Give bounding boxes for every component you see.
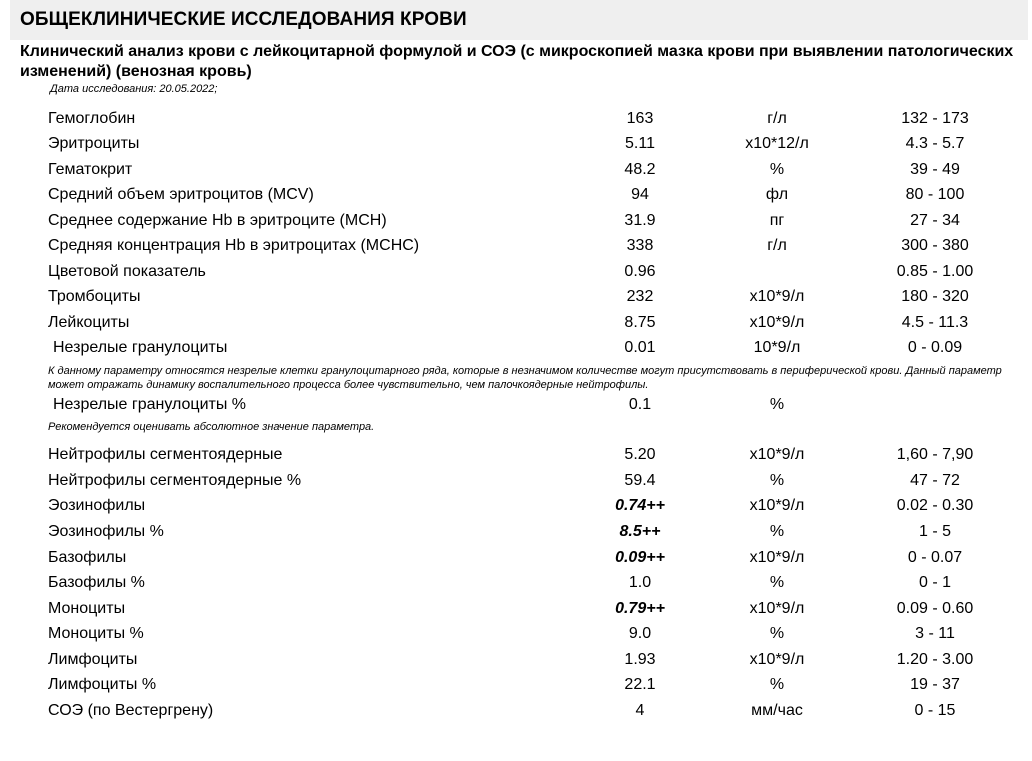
parameter-name: Эритроциты: [48, 135, 140, 152]
result-unit: %: [769, 396, 785, 413]
result-unit: x10*9/л: [749, 288, 805, 305]
result-value: 5.11: [625, 135, 655, 152]
parameter-name: Базофилы: [48, 549, 127, 566]
reference-range: 47 - 72: [910, 472, 960, 489]
result-value-flagged: 0.79++: [615, 600, 665, 617]
result-row-erythrocytes: [0, 132, 1032, 156]
result-unit: фл: [765, 186, 789, 203]
result-value: 163: [626, 110, 654, 127]
result-value: 1.93: [624, 651, 656, 668]
parameter-name: Эозинофилы: [48, 497, 146, 514]
parameter-name: СОЭ (по Вестергрену): [48, 702, 214, 719]
result-unit: %: [769, 574, 785, 591]
parameter-name: Эозинофилы %: [48, 523, 164, 540]
result-value-flagged: 8.5++: [619, 523, 661, 540]
result-row-basophils-pct: [0, 571, 1032, 595]
result-row-leukocytes: [0, 311, 1032, 335]
reference-range: 0 - 1: [918, 574, 951, 591]
parameter-name: Среднее содержание Hb в эритроците (MCH): [48, 212, 387, 229]
result-row-eosinophils: [0, 494, 1032, 518]
parameter-name: Незрелые гранулоциты: [53, 339, 228, 356]
parameter-name: Лимфоциты %: [48, 676, 157, 693]
result-value-flagged: 0.09++: [615, 549, 665, 566]
result-row-platelets: [0, 285, 1032, 309]
reference-range: 1 - 5: [918, 523, 951, 540]
result-value: 8.75: [624, 314, 656, 331]
reference-range: 3 - 11: [915, 625, 955, 642]
result-unit: x10*9/л: [749, 600, 805, 617]
result-unit: мм/час: [751, 702, 803, 719]
result-value: 232: [626, 288, 654, 305]
result-unit: 10*9/л: [753, 339, 801, 356]
result-value: 22.1: [624, 676, 656, 693]
result-unit: x10*9/л: [749, 651, 805, 668]
result-row-esr: [0, 699, 1032, 723]
reference-range: 0 - 0.09: [907, 339, 963, 356]
parameter-name: Лимфоциты: [48, 651, 138, 668]
result-value: 0.1: [628, 396, 652, 413]
reference-range: 1.20 - 3.00: [896, 651, 974, 668]
result-row-mcv: [0, 183, 1032, 207]
parameter-name: Базофилы %: [48, 574, 145, 591]
result-value: 59.4: [624, 472, 656, 489]
parameter-name: Лейкоциты: [48, 314, 130, 331]
result-value: 48.2: [624, 161, 656, 178]
reference-range: 0 - 0.07: [907, 549, 963, 566]
result-row-hematocrit: [0, 158, 1032, 182]
parameter-name: Нейтрофилы сегментоядерные %: [48, 472, 302, 489]
parameter-name: Гемоглобин: [48, 110, 136, 127]
reference-range: 4.5 - 11.3: [901, 314, 969, 331]
result-row-mch: [0, 209, 1032, 233]
result-row-color-index: [0, 260, 1032, 284]
result-value: 31.9: [624, 212, 656, 229]
result-unit: %: [769, 676, 785, 693]
result-row-immature-granulocytes: [0, 336, 1032, 360]
result-unit: x10*9/л: [749, 314, 805, 331]
result-value-flagged: 0.74++: [615, 497, 665, 514]
result-unit: x10*9/л: [749, 549, 805, 566]
reference-range: 4.3 - 5.7: [905, 135, 965, 152]
parameter-name: Нейтрофилы сегментоядерные: [48, 446, 283, 463]
parameter-name: Моноциты: [48, 600, 126, 617]
result-row-mchc: [0, 234, 1032, 258]
result-row-lymphocytes: [0, 648, 1032, 672]
reference-range: 80 - 100: [905, 186, 965, 203]
parameter-name: Незрелые гранулоциты %: [53, 396, 247, 413]
result-value: 338: [626, 237, 654, 254]
reference-range: 27 - 34: [910, 212, 960, 229]
result-row-immature-granulocytes-pct: [0, 393, 1032, 417]
reference-range: 19 - 37: [910, 676, 960, 693]
note-immature-granulocytes: К данному параметру относятся незрелые клетки гранулоцитарного ряда, которые в незначимом количестве могут присутствовать в периферической крови. Данный параметр может отражать динамику воспалительного процесса более чувствительно, чем палочкоядерные нейтрофилы.: [48, 365, 1002, 391]
result-unit: x10*9/л: [749, 446, 805, 463]
reference-range: 0.09 - 0.60: [896, 600, 974, 617]
result-value: 9.0: [628, 625, 652, 642]
result-row-neutrophils-pct: [0, 469, 1032, 493]
result-value: 0.96: [624, 263, 656, 280]
result-value: 94: [631, 186, 649, 203]
result-unit: г/л: [767, 237, 787, 254]
reference-range: 132 - 173: [901, 110, 969, 127]
parameter-name: Средняя концентрация Hb в эритроцитах (MCHC): [48, 237, 420, 254]
result-row-neutrophils: [0, 443, 1032, 467]
result-unit: пг: [769, 212, 785, 229]
result-row-eosinophils-pct: [0, 520, 1032, 544]
result-row-hemoglobin: [0, 107, 1032, 131]
result-unit: %: [769, 523, 785, 540]
section-title: ОБЩЕКЛИНИЧЕСКИЕ ИССЛЕДОВАНИЯ КРОВИ: [20, 9, 467, 30]
result-row-monocytes-pct: [0, 622, 1032, 646]
reference-range: 39 - 49: [910, 161, 960, 178]
result-value: 1.0: [628, 574, 652, 591]
result-unit: %: [769, 161, 785, 178]
reference-range: 0.85 - 1.00: [896, 263, 974, 280]
result-row-lymphocytes-pct: [0, 673, 1032, 697]
result-unit: %: [769, 625, 785, 642]
reference-range: 1,60 - 7,90: [896, 446, 974, 463]
result-unit: x10*12/л: [745, 135, 809, 152]
result-unit: %: [769, 472, 785, 489]
note-immature-granulocytes-pct: Рекомендуется оценивать абсолютное значение параметра.: [48, 421, 375, 433]
reference-range: 0 - 15: [914, 702, 956, 719]
result-row-basophils: [0, 546, 1032, 570]
parameter-name: Средний объем эритроцитов (MCV): [48, 186, 314, 203]
result-value: 0.01: [624, 339, 656, 356]
result-unit: x10*9/л: [749, 497, 805, 514]
reference-range: 180 - 320: [901, 288, 969, 305]
parameter-name: Тромбоциты: [48, 288, 141, 305]
result-row-monocytes: [0, 597, 1032, 621]
parameter-name: Цветовой показатель: [48, 263, 206, 280]
study-title: Клинический анализ крови с лейкоцитарной формулой и СОЭ (с микроскопией мазка крови при выявлении патологических изменений) (венозная кровь): [20, 43, 1014, 80]
parameter-name: Гематокрит: [48, 161, 133, 178]
study-date: Дата исследования: 20.05.2022;: [50, 83, 218, 95]
result-value: 5.20: [624, 446, 656, 463]
result-value: 4: [635, 702, 645, 719]
parameter-name: Моноциты %: [48, 625, 144, 642]
result-unit: г/л: [767, 110, 787, 127]
reference-range: 0.02 - 0.30: [896, 497, 974, 514]
reference-range: 300 - 380: [901, 237, 969, 254]
